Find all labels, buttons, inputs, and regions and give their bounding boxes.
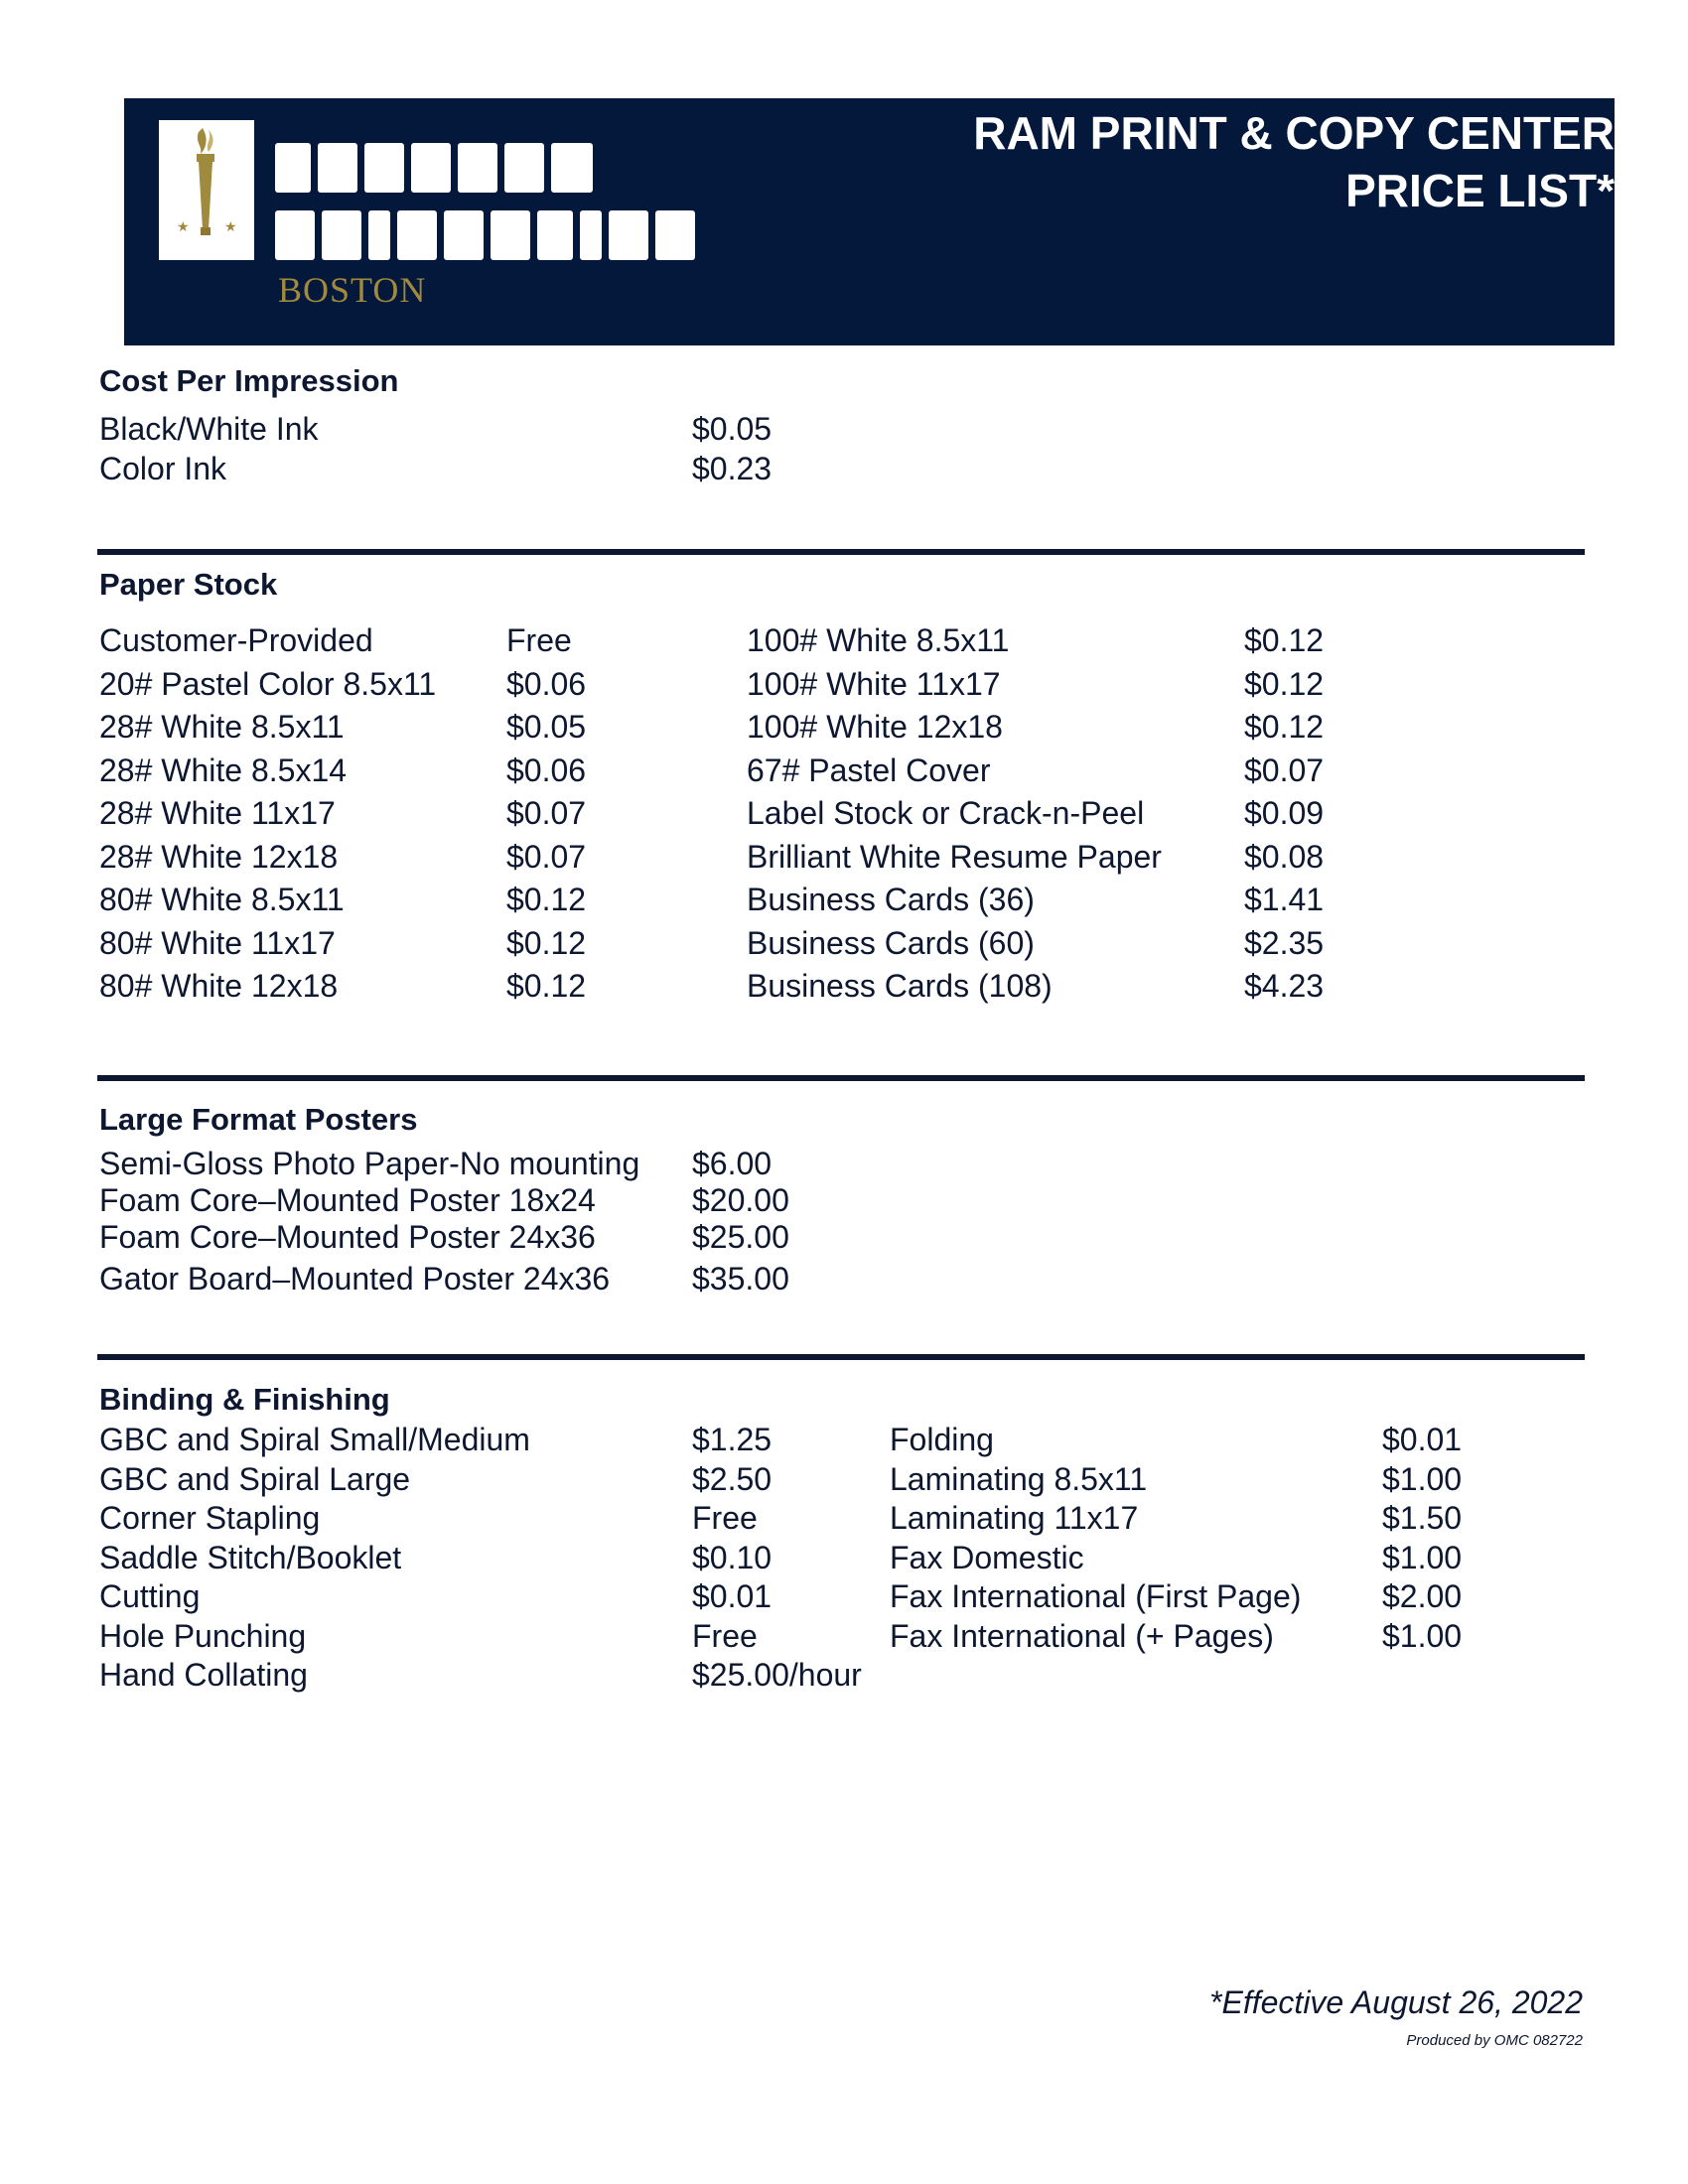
- price-label: 100# White 12x18: [747, 709, 1003, 745]
- header-banner: [124, 98, 1615, 345]
- price-label: 28# White 12x18: [99, 838, 339, 875]
- price-value: $6.00: [692, 1146, 773, 1181]
- price-value: $0.05: [692, 411, 773, 447]
- section-title-cost-per-impression: Cost Per Impression: [99, 363, 399, 398]
- price-label: Business Cards (36): [747, 882, 1035, 917]
- price-value: $0.23: [692, 451, 773, 486]
- logo-wordmark-line1: [275, 143, 593, 193]
- price-label: Saddle Stitch/Booklet: [99, 1539, 402, 1575]
- price-label: 80# White 12x18: [99, 968, 339, 1004]
- price-label: Business Cards (60): [747, 924, 1035, 961]
- price-value: $1.50: [1382, 1500, 1463, 1536]
- section-divider: [97, 549, 1585, 555]
- title-line-2: PRICE LIST*: [1345, 165, 1615, 216]
- price-label: Fax International (+ Pages): [890, 1617, 1274, 1654]
- price-label: Label Stock or Crack-n-Peel: [747, 795, 1145, 831]
- price-value: $0.06: [506, 751, 587, 788]
- price-label: Hand Collating: [99, 1657, 308, 1693]
- price-value: $0.08: [1244, 838, 1325, 875]
- price-label: Customer-Provided: [99, 622, 373, 658]
- price-value: $0.07: [506, 838, 587, 875]
- svg-text:★: ★: [177, 219, 190, 235]
- section-title-paper-stock: Paper Stock: [99, 567, 278, 602]
- price-label: Brilliant White Resume Paper: [747, 838, 1162, 875]
- price-value: $0.05: [506, 709, 587, 745]
- svg-text:★: ★: [224, 219, 237, 235]
- price-label: Fax Domestic: [890, 1539, 1084, 1575]
- section-title-binding: Binding & Finishing: [99, 1382, 390, 1417]
- price-label: Folding: [890, 1422, 994, 1457]
- price-value: $2.35: [1244, 924, 1325, 961]
- price-value: $0.06: [506, 665, 587, 702]
- price-value: $2.00: [1382, 1578, 1463, 1614]
- price-label: Foam Core–Mounted Poster 24x36: [99, 1219, 596, 1255]
- price-label: Hole Punching: [99, 1617, 307, 1654]
- price-value: $0.12: [506, 924, 587, 961]
- price-label: GBC and Spiral Large: [99, 1460, 411, 1497]
- price-value: $0.12: [1244, 665, 1325, 702]
- price-label: 100# White 11x17: [747, 665, 1001, 702]
- price-label: 100# White 8.5x11: [747, 622, 1010, 658]
- price-value: $35.00: [692, 1261, 789, 1297]
- price-label: GBC and Spiral Small/Medium: [99, 1422, 530, 1457]
- price-label: Semi-Gloss Photo Paper-No mounting: [99, 1146, 640, 1181]
- price-value: $1.00: [1382, 1460, 1463, 1497]
- title-line-1: RAM PRINT & COPY CENTER: [973, 107, 1615, 159]
- price-value: $25.00: [692, 1219, 789, 1255]
- logo-wordmark-line2: [275, 210, 695, 260]
- price-value: Free: [692, 1617, 758, 1654]
- page-title: [973, 104, 1615, 219]
- price-label: 28# White 8.5x11: [99, 709, 345, 745]
- logo-city-text: BOSTON: [278, 270, 427, 310]
- price-label: Gator Board–Mounted Poster 24x36: [99, 1261, 611, 1297]
- price-value: $0.09: [1244, 795, 1325, 831]
- university-logo: [159, 120, 254, 260]
- price-label: 28# White 8.5x14: [99, 751, 348, 788]
- price-label: Foam Core–Mounted Poster 18x24: [99, 1182, 596, 1218]
- price-label: 67# Pastel Cover: [747, 751, 991, 788]
- price-value: $2.50: [692, 1460, 773, 1497]
- price-label: Corner Stapling: [99, 1500, 321, 1536]
- price-value: $0.01: [692, 1578, 773, 1614]
- price-value: $0.07: [1244, 751, 1325, 788]
- section-divider: [97, 1075, 1585, 1081]
- price-value: $1.00: [1382, 1539, 1463, 1575]
- price-label: 28# White 11x17: [99, 795, 336, 831]
- price-value: $1.00: [1382, 1617, 1463, 1654]
- section-title-large-format: Large Format Posters: [99, 1102, 418, 1137]
- price-label: Business Cards (108): [747, 968, 1053, 1004]
- price-value: $1.41: [1244, 882, 1325, 917]
- price-value: $0.12: [506, 968, 587, 1004]
- price-label: Laminating 11x17: [890, 1500, 1139, 1536]
- price-value: $4.23: [1244, 968, 1325, 1004]
- price-value: $0.12: [1244, 709, 1325, 745]
- price-label: Cutting: [99, 1578, 201, 1614]
- price-value: Free: [506, 622, 572, 658]
- price-label: Laminating 8.5x11: [890, 1460, 1148, 1497]
- price-label: Color Ink: [99, 451, 227, 486]
- price-value: $0.12: [506, 882, 587, 917]
- price-value: $25.00/hour: [692, 1657, 862, 1693]
- price-label: 20# Pastel Color 8.5x11: [99, 665, 437, 702]
- price-value: $0.10: [692, 1539, 773, 1575]
- effective-date: *Effective August 26, 2022: [1209, 1984, 1583, 2020]
- price-label: 80# White 11x17: [99, 924, 336, 961]
- price-label: 80# White 8.5x11: [99, 882, 345, 917]
- section-divider: [97, 1354, 1585, 1360]
- price-label: Fax International (First Page): [890, 1578, 1302, 1614]
- price-value: $1.25: [692, 1422, 773, 1457]
- price-value: $0.12: [1244, 622, 1325, 658]
- produced-by: Produced by OMC 082722: [1406, 2032, 1583, 2049]
- price-value: $20.00: [692, 1182, 789, 1218]
- price-value: Free: [692, 1500, 758, 1536]
- price-value: $0.07: [506, 795, 587, 831]
- price-value: $0.01: [1382, 1422, 1463, 1457]
- price-label: Black/White Ink: [99, 411, 319, 447]
